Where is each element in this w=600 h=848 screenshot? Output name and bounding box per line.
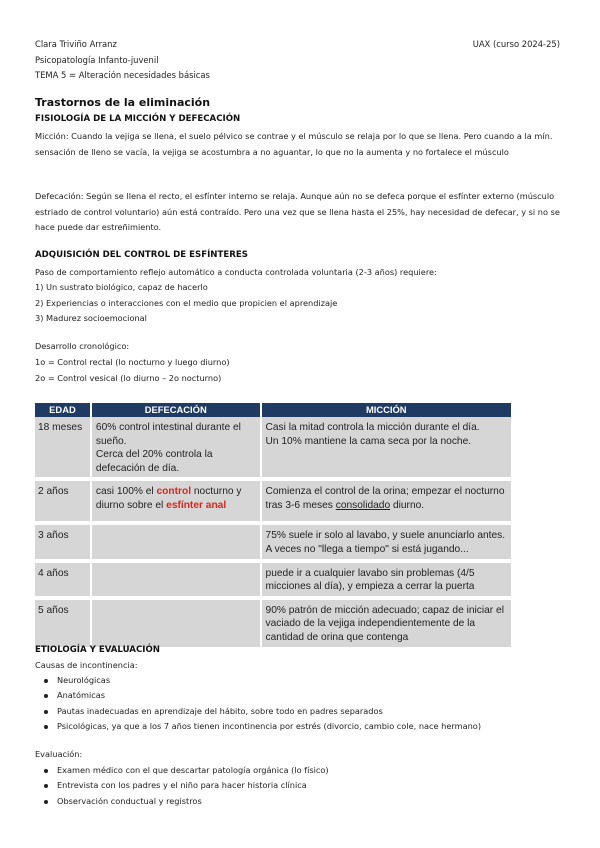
defecacion-cell (91, 479, 261, 523)
paragraph-defecacion: Defecación: Según se llena el recto, el esfínter interno se relaja. Aunque aún no se defeca porque el esfínter externo (músculo estriado de control voluntario) aún está contraído. Pero una vez que se llena hasta el 25%, hay necesidad de defecar, y si no se hace puede dar estreñimiento. (35, 191, 560, 232)
miccion-cell (261, 479, 512, 523)
table-row (35, 479, 512, 523)
evaluation-label: Evaluación: (35, 749, 83, 759)
highlight-text: esfínter anal (166, 499, 227, 511)
causes-list (42, 673, 562, 735)
defecacion-cell (91, 523, 261, 560)
list-item: 2o = Control vesical (lo diurno – 2o nocturno) (35, 372, 222, 383)
section-heading-etiologia: ETIOLOGÍA Y EVALUACIÓN (35, 645, 160, 655)
table-row (35, 417, 512, 479)
cell-text: 60% control intestinal durante el sueño. (95, 422, 241, 447)
list-item: Psicológicas, ya que a los 7 años tienen incontinencia por estrés (divorcio, cambio cole, nace hermano) (42, 719, 562, 734)
cell-text: Casi la mitad controla la micción durante el día. (265, 422, 480, 433)
list-item: Pautas inadecuadas en aprendizaje del hábito, sobre todo en padres separados (42, 704, 562, 719)
table-row (35, 561, 512, 598)
author-name: Clara Triviño Arranz (35, 39, 117, 49)
chrono-label: Desarrollo cronológico: (35, 341, 130, 351)
list-item: 3) Madurez socioemocional (35, 313, 147, 323)
subject-name: Psicopatología Infanto-juvenil (35, 55, 159, 65)
cell-text: Comienza el control de la orina; empezar el nocturno tras 3-6 meses (265, 486, 505, 511)
header-miccion: MICCIÓN (261, 403, 512, 417)
cell-text: nocturno y diurno sobre el (95, 486, 242, 511)
development-table (35, 403, 513, 651)
underlined-text: consolidado (335, 499, 391, 511)
header-edad: EDAD (35, 403, 91, 417)
paragraph-intro: Paso de comportamiento reflejo automático a conducta controlada voluntaria (2-3 años) requiere: (35, 267, 437, 277)
cell-text: casi 100% el (95, 486, 157, 498)
list-item: Neurológicas (42, 673, 562, 688)
highlight-text: control (156, 486, 192, 498)
cell-text: Cerca del 20% controla la defecación de día. (95, 449, 213, 474)
table-header-row (35, 403, 512, 417)
evaluation-list (42, 763, 562, 809)
section-heading-adquisicion: ADQUISICIÓN DEL CONTROL DE ESFÍNTERES (35, 250, 248, 260)
cell-text: Un 10% mantiene la cama seca por la noche. (265, 435, 472, 447)
paragraph-miccion: Micción: Cuando la vejiga se llena, el suelo pélvico se contrae y el músculo se relaja por lo que se llena. Pero cuando a la mín. sensación de lleno se vacía, la vejiga se acostumbra a no aguantar, lo que no la aumenta y no fortalece el músculo (35, 131, 553, 157)
miccion-cell (261, 417, 512, 479)
list-item: 1) Un sustrato biológico, capaz de hacerlo (35, 282, 208, 292)
defecacion-cell (91, 598, 261, 649)
requirements-list (35, 280, 565, 327)
list-item: Observación conductual y registros (42, 794, 562, 809)
defecacion-cell (91, 417, 261, 479)
section-heading-fisiologia: FISIOLOGÍA DE LA MICCIÓN Y DEFECACIÓN (35, 114, 241, 124)
age-cell: 5 años (35, 598, 91, 649)
age-cell: 3 años (35, 523, 91, 560)
topic-title: TEMA 5 = Alteración necesidades básicas (35, 70, 210, 80)
table-row (35, 598, 512, 649)
age-cell: 2 años (35, 479, 91, 523)
age-cell: 4 años (35, 561, 91, 598)
table-row (35, 523, 512, 560)
list-item: Anatómicas (42, 688, 562, 703)
list-item: Entrevista con los padres y el niño para hacer historia clínica (42, 778, 562, 793)
chrono-list (35, 355, 565, 386)
miccion-cell: 75% suele ir solo al lavabo, y suele anunciarlo antes. A veces no "llega a tiempo" si está jugando... (261, 523, 512, 560)
page-title: Trastornos de la eliminación (35, 96, 211, 109)
miccion-cell: puede ir a cualquier lavabo sin problemas (4/5 micciones al día), y empieza a cerrar la puerta (261, 561, 512, 598)
list-item: 2) Experiencias o interacciones con el medio que propicien el aprendizaje (35, 297, 338, 308)
course-label: UAX (curso 2024-25) (472, 39, 560, 49)
age-cell: 18 meses (35, 417, 91, 479)
cell-text: diurno. (390, 499, 425, 511)
defecacion-cell (91, 561, 261, 598)
list-item: Examen médico con el que descartar patología orgánica (lo físico) (42, 763, 562, 778)
header-defecacion: DEFECACIÓN (91, 403, 261, 417)
miccion-cell: 90% patrón de micción adecuado; capaz de iniciar el vaciado de la vejiga independientemente de la cantidad de orina que contenga (261, 598, 512, 649)
list-item: 1o = Control rectal (lo nocturno y luego diurno) (35, 357, 230, 367)
causes-label: Causas de incontinencia: (35, 660, 138, 670)
